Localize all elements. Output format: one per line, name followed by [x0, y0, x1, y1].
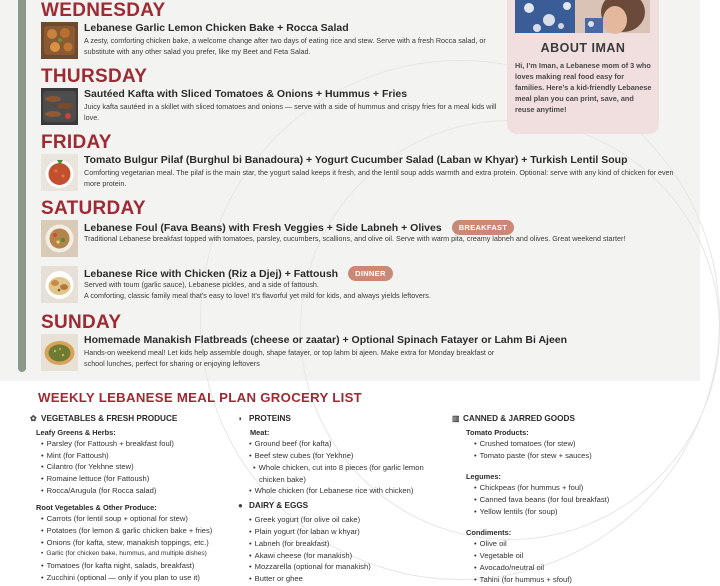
meal-thumbnail [41, 88, 78, 125]
section-heading-produce [30, 414, 230, 428]
meal-description-line: A comforting, classic family meal that’s easy to love! It’s flavorful yet mild for kids, and always yields leftovers. [84, 291, 702, 302]
grocery-list-title: WEEKLY LEBANESE MEAL PLAN GROCERY LIST [38, 390, 362, 405]
list-item: • Canned fava beans (for foul breakfast) [452, 495, 652, 507]
section-heading-text: PROTEINS [249, 414, 291, 423]
day-heading-wednesday: WEDNESDAY [41, 1, 165, 21]
list-item: • Yellow lentils (for soup) [452, 507, 652, 519]
list-item: • Mozzarella (optional for manakish) [238, 562, 448, 574]
list-item: • Parsley (for Fattoush + breakfast foul) [30, 439, 230, 451]
day-heading-friday: FRIDAY [41, 133, 112, 153]
list-item: • Plain yogurt (for laban w khyar) [238, 527, 448, 539]
meal-thumbnail [41, 220, 78, 257]
list-item: • Crushed tomatoes (for stew) [452, 439, 652, 451]
section-heading-text: VEGETABLES & FRESH PRODUCE [41, 414, 177, 423]
list-item: • Carrots (for lentil soup + optional for stew) [30, 514, 230, 526]
list-item: • Potatoes (for lemon & garlic chicken bake + fries) [30, 526, 230, 538]
meal-title: Sautéed Kafta with Sliced Tomatoes & Onions + Hummus + Fries [84, 88, 407, 101]
day-heading-saturday: SATURDAY [41, 199, 146, 219]
list-item: • Whole chicken, cut into 8 pieces (for garlic lemon chicken bake) [238, 462, 448, 485]
section-heading-text: CANNED & JARRED GOODS [463, 414, 575, 423]
list-item: • Beef stew cubes (for Yekhne) [238, 451, 448, 463]
leaf-icon: ✿ [30, 414, 41, 423]
about-title: ABOUT IMAN [507, 41, 659, 55]
grocery-column-canned [452, 414, 652, 586]
section-heading-proteins [238, 414, 448, 428]
list-item: • Whole chicken (for Lebanese rice with chicken) [238, 486, 448, 498]
meal-description: A zesty, comforting chicken bake, a welcome change after two days of eating rice and stew. Serve with a fresh Rocca salad, or substitute with any other salad you prefer, like my Beet and Feta Salad. [84, 36, 502, 57]
list-item: • Mint (for Fattoush) [30, 451, 230, 463]
list-item: • Vegetable oil [452, 551, 652, 563]
subheading: Root Vegetables & Other Produce: [30, 503, 230, 514]
list-item: • Tomato paste (for stew + sauces) [452, 451, 652, 463]
subheading: Tomato Products: [452, 428, 652, 439]
meal-title [84, 220, 514, 235]
grocery-column-proteins [238, 414, 448, 586]
list-item: • Olive oil [452, 539, 652, 551]
meal-thumbnail [41, 22, 78, 59]
grocery-column-produce [30, 414, 230, 585]
list-item: • Romaine lettuce (for Fattoush) [30, 474, 230, 486]
meat-icon: ◗ [238, 414, 249, 423]
section-heading-canned [452, 414, 652, 428]
list-item: • Zucchini (optional — only if you plan to use it) [30, 573, 230, 585]
meal-thumbnail [41, 334, 78, 371]
meal-description: Traditional Lebanese breakfast topped with tomatoes, parsley, cucumbers, scallions, and olive oil. Serve with warm pita, creamy labneh and olives. Great weekend starter! [84, 234, 702, 245]
list-item: • Butter or ghee [238, 574, 448, 586]
subheading: Meat: [238, 428, 448, 439]
meal-thumbnail [41, 154, 78, 191]
list-item: • Rocca/Arugula (for Rocca salad) [30, 486, 230, 498]
list-item: • Greek yogurt (for olive oil cake) [238, 515, 448, 527]
meal-title: Tomato Bulgur Pilaf (Burghul bi Banadoura) + Yogurt Cucumber Salad (Laban w Khyar) + Turkish Lentil Soup [84, 154, 628, 167]
day-heading-sunday: SUNDAY [41, 313, 121, 333]
meal-description [84, 280, 702, 301]
meal-type-badge: BREAKFAST [452, 220, 515, 235]
subheading: Legumes: [452, 472, 652, 483]
meal-title-text: Lebanese Foul (Fava Beans) with Fresh Veggies + Side Labneh + Olives [84, 222, 442, 234]
list-item: • Cilantro (for Yekhne stew) [30, 462, 230, 474]
list-item: • Chickpeas (for hummus + foul) [452, 483, 652, 495]
section-heading-dairy [238, 501, 448, 515]
meal-description: Comforting vegetarian meal. The pilaf is the main star, the yogurt salad keeps it fresh, and the lentil soup adds warmth and extra protein. Optional: serve with any kind of chicken for even more protein. [84, 168, 684, 189]
subheading: Condiments: [452, 528, 652, 539]
meal-description: Hands-on weekend meal! Let kids help assemble dough, shape fatayer, or top lahm bi ajeen. Make extra for Monday breakfast or school lunches, perfect for sharing or enjoying leftovers [84, 348, 504, 369]
list-item: • Tomatoes (for kafta night, salads, breakfast) [30, 561, 230, 573]
list-item: • Akawi cheese (for manakish) [238, 551, 448, 563]
list-item: • Ground beef (for kafta) [238, 439, 448, 451]
about-text: Hi, I’m Iman, a Lebanese mom of 3 who loves making real food easy for families. Here’s a kid-friendly Lebanese meal plan you can print, save, and reuse anytime! [515, 60, 655, 115]
list-item: • Tahini (for hummus + sfouf) [452, 575, 652, 586]
list-item: • Avocado/neutral oil [452, 563, 652, 575]
jar-icon: ▥ [452, 414, 463, 423]
meal-title [84, 266, 393, 281]
egg-icon: ● [238, 501, 249, 510]
meal-description: Juicy kafta sautéed in a skillet with sliced tomatoes and onions — serve with a side of hummus and crispy fries for a meal kids will love. [84, 102, 502, 123]
meal-type-badge: DINNER [348, 266, 393, 281]
subheading: Leafy Greens & Herbs: [30, 428, 230, 439]
day-heading-thursday: THURSDAY [41, 67, 147, 87]
meal-thumbnail [41, 266, 78, 303]
list-item: • Onions (for kafta, stew, manakish toppings, etc.) [30, 538, 230, 550]
meal-description-line: Served with toum (garlic sauce), Lebanese pickles, and a side of fattoush. [84, 280, 702, 291]
meal-title: Lebanese Garlic Lemon Chicken Bake + Rocca Salad [84, 22, 349, 35]
list-item: • Labneh (for breakfast) [238, 539, 448, 551]
author-photo [515, 0, 650, 33]
section-heading-text: DAIRY & EGGS [249, 501, 308, 510]
list-item: • Garlic (for chicken bake, hummus, and multiple dishes) [30, 550, 230, 562]
meal-title-text: Lebanese Rice with Chicken (Riz a Djej) + Fattoush [84, 268, 338, 280]
meal-title: Homemade Manakish Flatbreads (cheese or zaatar) + Optional Spinach Fatayer or Lahm Bi Ajeen [84, 334, 567, 347]
timeline-bar [18, 0, 26, 372]
